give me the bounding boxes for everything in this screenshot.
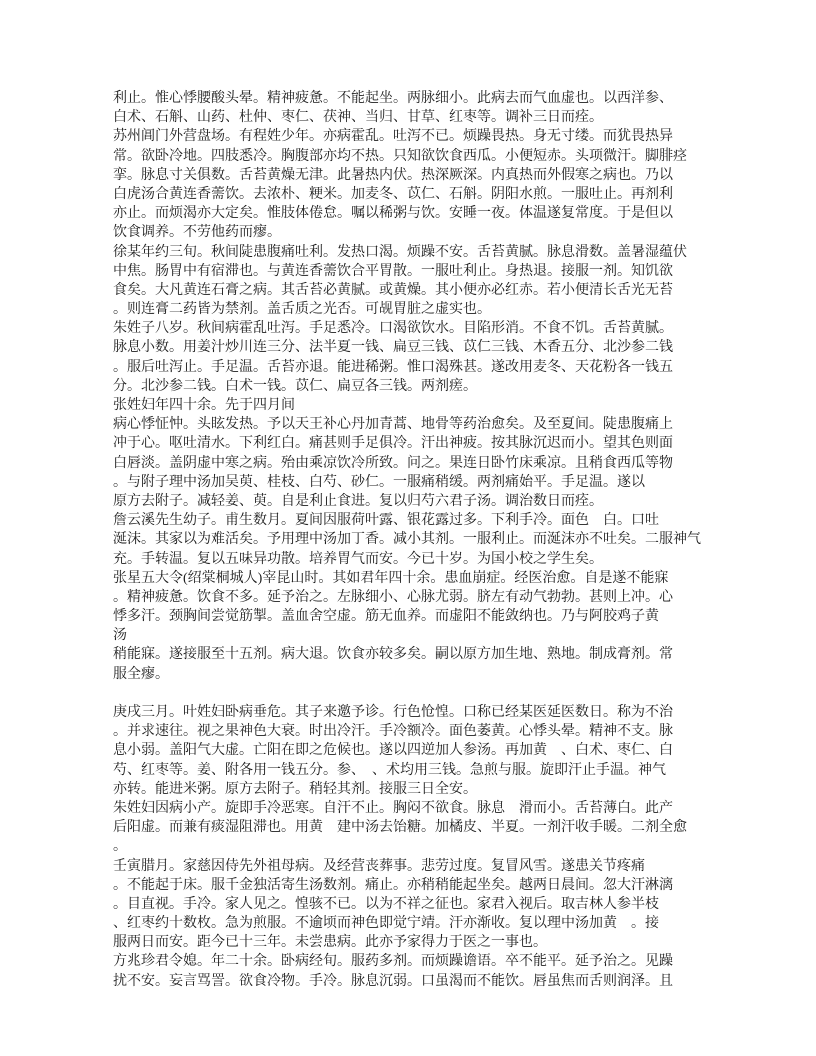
text-line: [113, 684, 725, 703]
text-line: 苏州阊门外营盘场。有程姓少年。亦病霍乱。吐泻不已。烦躁畏热。身无寸缕。而犹畏热异: [113, 129, 673, 145]
text-line: 。服后吐泻止。手足温。舌苔亦退。能进稀粥。惟口渴殊甚。遂改用麦冬、天花粉各一钱五: [113, 359, 673, 375]
text-line: 息小弱。盖阳气大虚。亡阳在即之危候也。遂以四逆加人参汤。再加黄 、白术、枣仁、白: [113, 743, 673, 759]
text-line: 汤: [113, 628, 127, 644]
text-line: 食矣。大凡黄连石膏之病。其舌苔必黄腻。或黄燥。其小便亦必红赤。若小便清长舌光无苔: [113, 282, 673, 298]
text-line: 壬寅腊月。家慈因侍先外祖母病。及经营丧葬事。悲劳过度。复冒风雪。遂患关节疼痛: [113, 858, 645, 874]
text-line: 原方去附子。减轻姜、萸。自是利止食进。复以归芍六君子汤。调治数日而痊。: [113, 493, 603, 509]
text-line: 张星五大令(绍棠桐城人)宰昆山时。其如君年四十余。患血崩症。经医治愈。自是遂不能寐: [113, 570, 669, 586]
text-line: 朱姓妇因病小产。旋即手冷恶寒。自汗不止。胸闷不欲食。脉息 滑而小。舌苔薄白。此产: [113, 800, 673, 816]
text-line: 悸多汗。颈胸间尝觉筋掣。盖血舍空虚。筋无血养。而虚阳不能敛纳也。乃与阿胶鸡子黄: [113, 609, 659, 625]
text-line: 后阳虚。而兼有痰湿阻滞也。用黄 建中汤去饴糖。加橘皮、半夏。一剂汗收手暖。二剂全愈: [113, 820, 687, 836]
text-line: 。则连膏二药皆为禁剂。盖舌质之光否。可觇胃脏之虚实也。: [113, 302, 491, 318]
text-line: 。不能起于床。服千金独活寄生汤数剂。痛止。亦稍稍能起坐矣。越两日晨间。忽大汗淋漓: [113, 877, 673, 893]
text-line: 挛。脉息寸关俱数。舌苔黄燥无津。此暑热内伏。热深厥深。内真热而外假寒之病也。乃以: [113, 167, 673, 183]
text-line: 白虎汤合黄连香薷饮。去浓朴、粳米。加麦冬、苡仁、石斛。阴阳水煎。一服吐止。再剂利: [113, 186, 673, 202]
text-line: 涎沫。其家以为难活矣。予用理中汤加丁香。减小其剂。一服利止。而涎沫亦不吐矣。二服神气: [113, 532, 701, 548]
text-line: 中焦。肠胃中有宿滞也。与黄连香薷饮合平胃散。一服吐利止。身热退。接服一剂。知饥欲: [113, 263, 673, 279]
text-line: 充。手转温。复以五味异功散。培养胃气而安。今已十岁。为国小校之学生矣。: [113, 551, 603, 567]
text-line: 庚戌三月。叶姓妇卧病垂危。其子来邀予诊。行色怆惶。口称已经某医延医数日。称为不治: [113, 705, 673, 720]
text-line: 朱姓子八岁。秋间病霍乱吐泻。手足悉冷。口渴欲饮水。目陷形消。不食不饥。舌苔黄腻。: [113, 321, 673, 337]
document-text-block: [113, 89, 725, 991]
text-line: 白唇淡。盖阴虚中寒之病。殆由乘凉饮冷所致。问之。果连日卧竹床乘凉。且稍食西瓜等物: [113, 455, 673, 471]
text-line: 服两日而安。距今已十三年。未尝患病。此亦予家得力于医之一事也。: [113, 935, 547, 951]
text-line: 。与附子理中汤加吴萸、桂枝、白芍、砂仁。一服痛稍缓。两剂痛始平。手足温。遂以: [113, 474, 645, 490]
text-line: 。目直视。手冷。家人见之。惶骇不已。以为不祥之征也。家君入视后。取吉林人参半枝: [113, 896, 659, 912]
text-line: 徐某年约三旬。秋间陡患腹痛吐利。发热口渴。烦躁不安。舌苔黄腻。脉息滑数。盖暑湿蕴伏: [113, 244, 687, 260]
text-line: 冲于心。呕吐清水。下利红白。痛甚则手足俱冷。汗出神疲。按其脉沉迟而小。望其色则面: [113, 436, 673, 452]
text-line: 。并求速往。视之果神色大衰。时出冷汗。手冷额冷。面色萎黄。心悸头晕。精神不支。脉: [113, 724, 673, 740]
text-line: 亦转。能进米粥。原方去附子。稍轻其剂。接服三日全安。: [113, 781, 477, 797]
text-line: 病心悸怔忡。头眩发热。予以天王补心丹加青蒿、地骨等药治愈矣。及至夏间。陡患腹痛上: [113, 417, 673, 433]
text-line: 、红枣约十数枚。急为煎服。不逾顷而神色即觉宁靖。汗亦渐收。复以理中汤加黄 。接: [113, 916, 659, 932]
text-line: 亦止。而烦渴亦大定矣。惟肢体倦怠。嘱以稀粥与饮。安睡一夜。体温遂复常度。于是但以: [113, 206, 673, 222]
text-line: 稍能寐。遂接服至十五剂。病大退。饮食亦较多矣。嗣以原方加生地、熟地。制成膏剂。常: [113, 647, 673, 663]
text-line: 利止。惟心悸腰酸头晕。精神疲惫。不能起坐。两脉细小。此病去而气血虚也。以西洋参、: [113, 91, 673, 106]
text-line: 詹云溪先生幼子。甫生数月。夏间因服荷叶露、银花露过多。下利手冷。面色 白。口吐: [113, 513, 659, 529]
text-line: 芍、红枣等。姜、附各用一钱五分。参、 、术均用三钱。急煎与服。旋即汗止手温。神气: [113, 762, 666, 778]
text-line: 常。欲卧冷地。四肢悉冷。胸腹部亦均不热。只知欲饮食西瓜。小便短赤。头项微汗。脚腓痉: [113, 148, 687, 164]
text-line: 张姓妇年四十余。先于四月间: [113, 398, 295, 413]
text-line: 。精神疲惫。饮食不多。延予治之。左脉细小、心脉尤弱。脐左有动气勃勃。甚则上冲。心: [113, 589, 673, 605]
text-line: 扰不安。妄言骂詈。欲食冷物。手冷。脉息沉弱。口虽渴而不能饮。唇虽焦而舌则润泽。且: [113, 973, 673, 989]
text-line: 脉息小数。用姜汁炒川连三分、法半夏一钱、扁豆三钱、苡仁三钱、木香五分、北沙参二钱: [113, 340, 673, 356]
text-line: 方兆珍君令媳。年二十余。卧病经旬。服药多剂。而烦躁谵语。卒不能平。延予治之。见躁: [113, 954, 673, 970]
text-line: 白术、石斛、山药、杜仲、枣仁、茯神、当归、甘草、红枣等。调补三日而痊。: [113, 110, 603, 126]
text-line: 服全瘳。: [113, 666, 169, 682]
text-line: 饮食调养。不劳他药而瘳。: [113, 225, 281, 241]
text-line: 分。北沙参二钱。白术一钱。苡仁、扁豆各三钱。两剂瘥。: [113, 378, 477, 394]
text-line: 。: [113, 839, 127, 855]
